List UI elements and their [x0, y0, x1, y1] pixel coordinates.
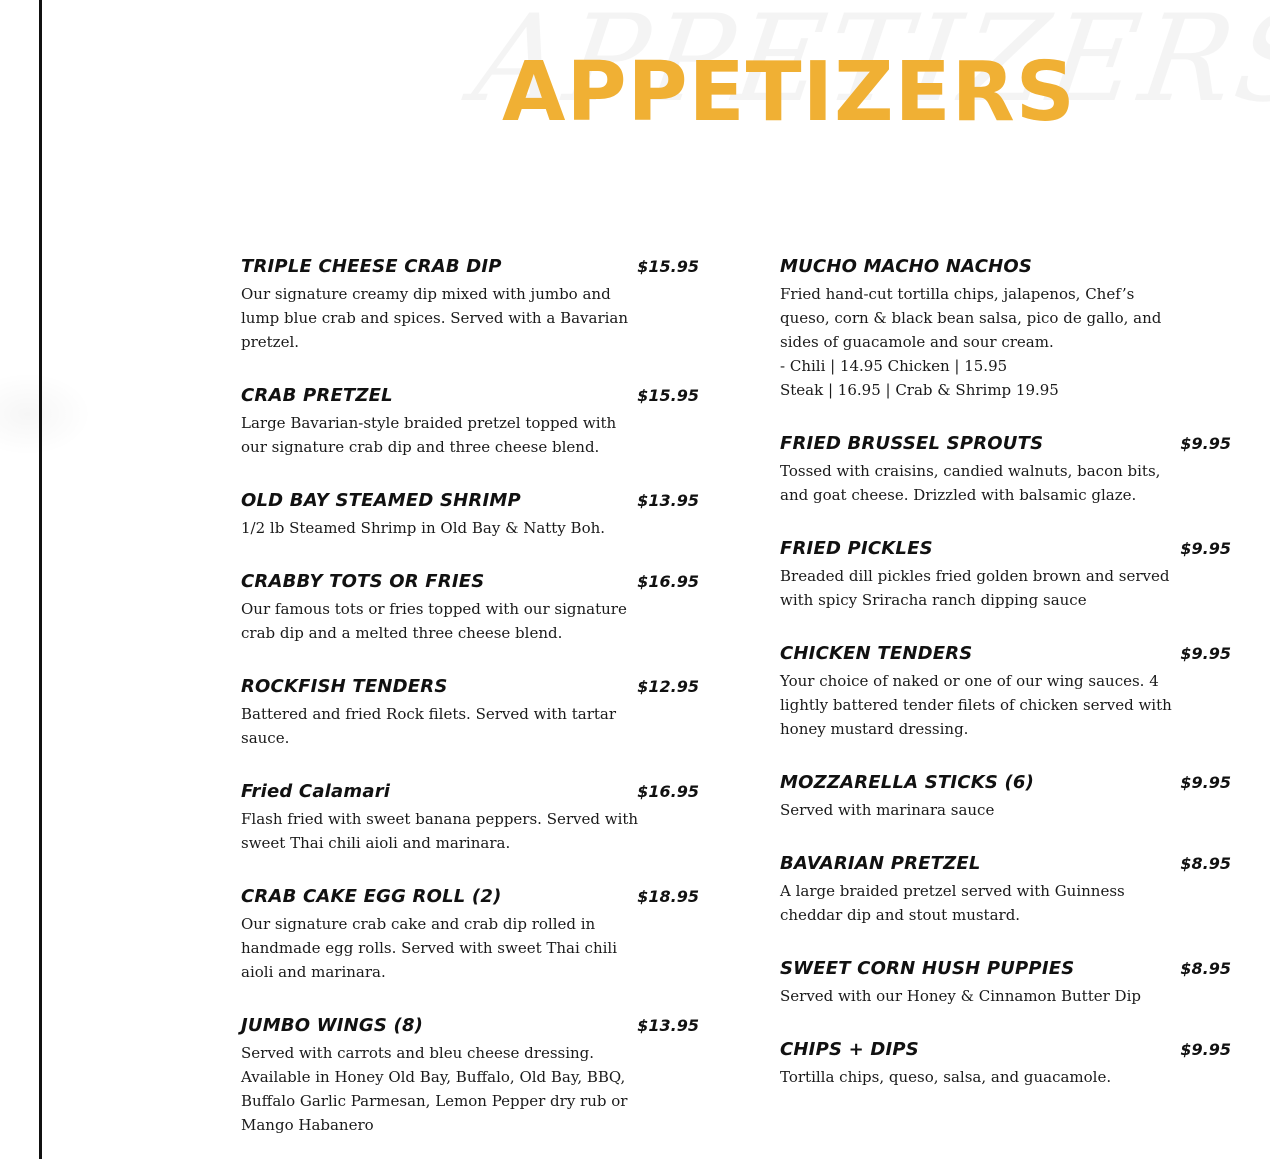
item-name: BAVARIAN PRETZEL — [780, 853, 981, 874]
item-description: Battered and fried Rock filets. Served with tartar sauce. — [241, 705, 616, 747]
item-description: Your choice of naked or one of our wing sauces. 4 lightly battered tender filets of chicken served with honey mustard dressing. — [780, 672, 1172, 738]
item-price: $9.95 — [1180, 644, 1231, 663]
item-name: MUCHO MACHO NACHOS — [780, 256, 1033, 277]
item-price: $18.95 — [637, 887, 699, 906]
item-price: $12.95 — [637, 677, 699, 696]
item-price: $9.95 — [1180, 773, 1231, 792]
item-price: $8.95 — [1180, 959, 1231, 978]
item-description: Large Bavarian-style braided pretzel topped with our signature crab dip and three cheese blend. — [241, 414, 617, 456]
menu-item — [241, 256, 699, 354]
item-description: Breaded dill pickles fried golden brown and served with spicy Sriracha ranch dipping sauce — [780, 567, 1170, 609]
page-title: APPETIZERS — [502, 45, 1076, 140]
item-description: Served with marinara sauce — [780, 801, 995, 819]
menu-item — [780, 772, 1231, 822]
item-name: MOZZARELLA STICKS (6) — [780, 772, 1035, 793]
item-price: $15.95 — [637, 257, 699, 276]
menu-item — [780, 433, 1231, 507]
item-option-line: Steak | 16.95 | Crab & Shrimp 19.95 — [780, 381, 1059, 399]
item-name: CHICKEN TENDERS — [780, 643, 973, 664]
item-price: $8.95 — [1180, 854, 1231, 873]
menu-item — [780, 643, 1231, 741]
item-name: SWEET CORN HUSH PUPPIES — [780, 958, 1075, 979]
item-name: JUMBO WINGS (8) — [241, 1015, 424, 1036]
item-description: Our signature creamy dip mixed with jumbo and lump blue crab and spices. Served with a Bavarian pretzel. — [241, 285, 629, 351]
item-description: Served with carrots and bleu cheese dressing. Available in Honey Old Bay, Buffalo, Old Bay, BBQ, Buffalo Garlic Parmesan, Lemon Pepper dry rub or Mango Habanero — [241, 1044, 628, 1134]
menu-item — [241, 676, 699, 750]
item-name: CHIPS + DIPS — [780, 1039, 919, 1060]
item-name: FRIED PICKLES — [780, 538, 933, 559]
menu-item — [780, 538, 1231, 612]
item-option-line: - Chili | 14.95 Chicken | 15.95 — [780, 357, 1008, 375]
menu-item — [241, 1015, 699, 1137]
item-description: A large braided pretzel served with Guinness cheddar dip and stout mustard. — [780, 882, 1125, 924]
item-description: Our signature crab cake and crab dip rolled in handmade egg rolls. Served with sweet Thai chili aioli and marinara. — [241, 915, 618, 981]
menu-item — [780, 1039, 1231, 1089]
menu-item — [780, 256, 1231, 402]
menu-item — [780, 853, 1231, 927]
item-description: Tortilla chips, queso, salsa, and guacamole. — [780, 1068, 1112, 1086]
item-name: CRAB CAKE EGG ROLL (2) — [241, 886, 502, 907]
item-name: OLD BAY STEAMED SHRIMP — [241, 490, 521, 511]
menu-item — [241, 385, 699, 459]
item-description — [780, 282, 1184, 402]
item-price: $9.95 — [1180, 434, 1231, 453]
item-description: Our famous tots or fries topped with our signature crab dip and a melted three cheese blend. — [241, 600, 627, 642]
item-price: $16.95 — [637, 782, 699, 801]
item-price: $9.95 — [1180, 1040, 1231, 1059]
item-price: $9.95 — [1180, 539, 1231, 558]
item-price: $13.95 — [637, 491, 699, 510]
item-price: $16.95 — [637, 572, 699, 591]
item-description: 1/2 lb Steamed Shrimp in Old Bay & Natty Boh. — [241, 519, 606, 537]
item-name: ROCKFISH TENDERS — [241, 676, 448, 697]
item-name: TRIPLE CHEESE CRAB DIP — [241, 256, 502, 277]
menu-item — [241, 571, 699, 645]
item-name: CRAB PRETZEL — [241, 385, 393, 406]
item-name: FRIED BRUSSEL SPROUTS — [780, 433, 1044, 454]
menu-item — [241, 886, 699, 984]
item-price: $15.95 — [637, 386, 699, 405]
item-description: Served with our Honey & Cinnamon Butter Dip — [780, 987, 1141, 1005]
item-name: Fried Calamari — [241, 781, 391, 802]
menu-item — [241, 490, 699, 540]
left-edge-shadow — [0, 372, 92, 456]
item-description: Flash fried with sweet banana peppers. Served with sweet Thai chili aioli and marinara. — [241, 810, 639, 852]
item-description-text: Fried hand-cut tortilla chips, jalapenos, Chef’s queso, corn & black bean salsa, pico de gallo, and sides of guacamole and sour cream. — [780, 285, 1162, 351]
item-name: CRABBY TOTS OR FRIES — [241, 571, 485, 592]
menu-item — [241, 781, 699, 855]
item-price: $13.95 — [637, 1016, 699, 1035]
left-border-rule — [39, 0, 42, 1159]
item-description: Tossed with craisins, candied walnuts, bacon bits, and goat cheese. Drizzled with balsamic glaze. — [780, 462, 1161, 504]
menu-item — [780, 958, 1231, 1008]
